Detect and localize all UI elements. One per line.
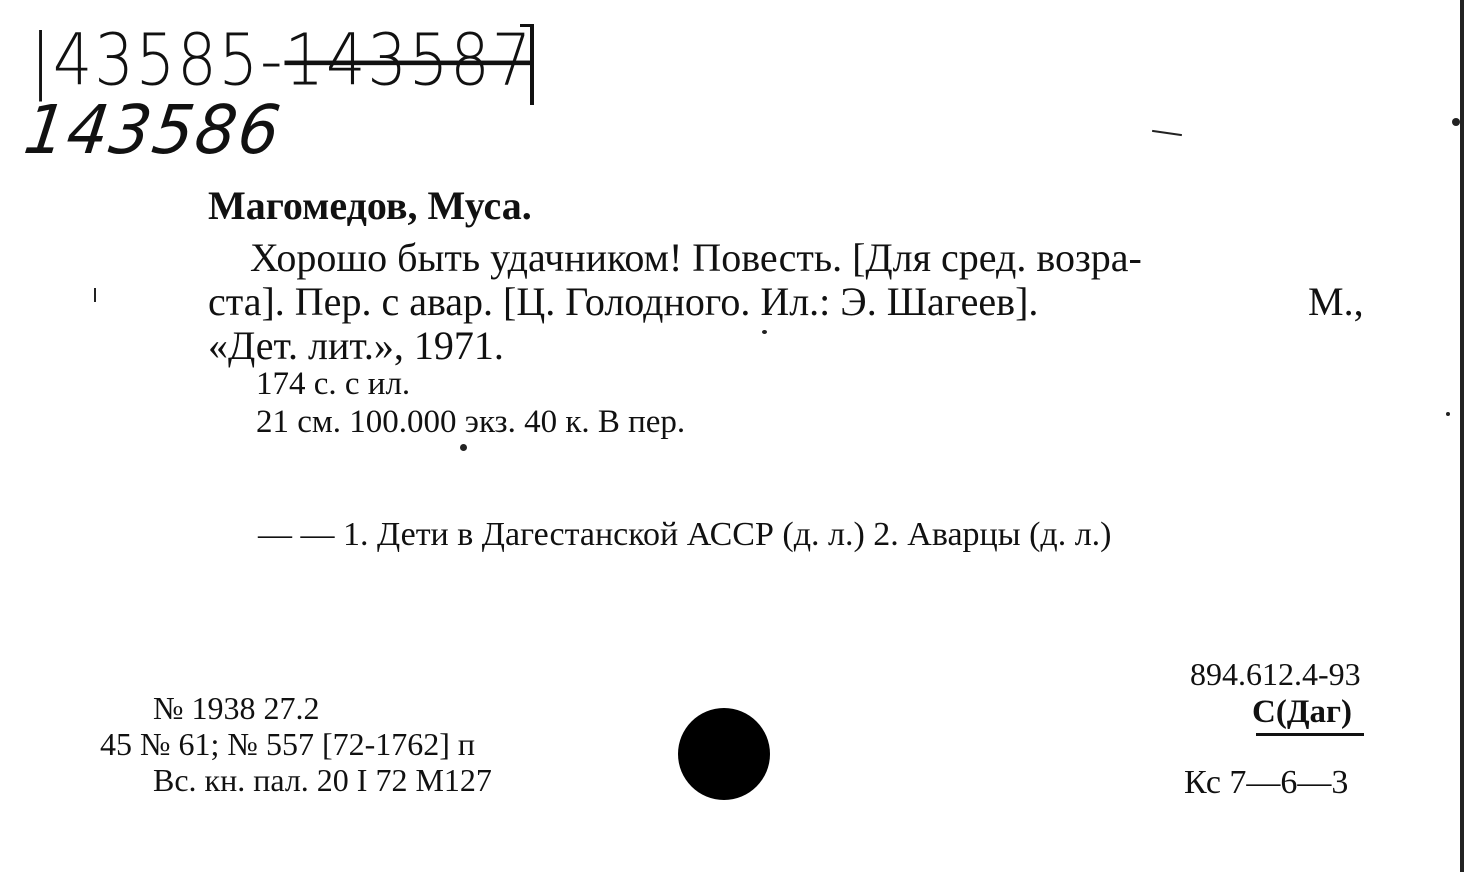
ink-speck (1446, 412, 1450, 416)
ink-speck (94, 288, 96, 302)
handwritten-bracket (520, 24, 534, 105)
handwritten-number-range: |43585- (30, 18, 285, 102)
ink-speck (460, 444, 467, 451)
title-line-1: Хорошо быть удачником! Повесть. [Для сред. возра- (250, 235, 1142, 280)
title-line-2: ста]. Пер. с авар. [Ц. Голодного. Ил.: Э. Шагеев]. (208, 279, 1039, 324)
ink-speck (1452, 118, 1460, 126)
classification-section: С(Даг) (1252, 694, 1352, 730)
card-edge (1460, 0, 1464, 872)
collation-size-print-run: 21 см. 100.000 экз. 40 к. В пер. (256, 404, 686, 440)
publisher-year: «Дет. лит.», 1971. (208, 323, 504, 368)
punch-hole (678, 708, 770, 800)
ink-speck (762, 330, 767, 334)
author-heading: Магомедов, Муса. (208, 183, 532, 228)
collation-pages: 174 с. с ил. (256, 366, 411, 402)
classification-code: 894.612.4-93 (1190, 656, 1361, 692)
subject-headings: — — 1. Дети в Дагестанской АССР (д. л.) 2. Аварцы (д. л.) (258, 516, 1112, 553)
footer-record-number: № 1938 27.2 (153, 690, 320, 726)
ink-speck (1152, 130, 1182, 136)
card-code: Кс 7—6—3 (1184, 764, 1349, 801)
handwritten-struck-number: 143587 (284, 18, 534, 102)
handwritten-inventory-number-2: 143586 (19, 92, 287, 170)
footer-order-numbers: 45 № 61; № 557 [72-1762] п (100, 726, 476, 762)
publication-place: М., (1308, 279, 1364, 324)
footer-book-chamber: Вс. кн. пал. 20 I 72 М127 (153, 762, 492, 798)
classification-underline (1256, 733, 1364, 736)
handwritten-inventory-numbers (30, 18, 533, 102)
